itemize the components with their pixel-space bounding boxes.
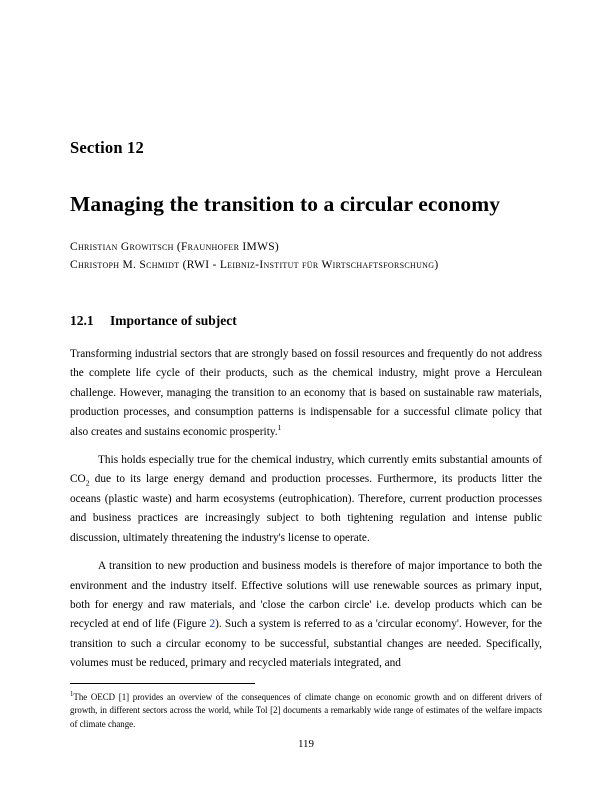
author-2: Christoph M. Schmidt (RWI - Leibniz-Institut für Wirtschaftsforschung) (70, 259, 439, 272)
page-number: 119 (297, 738, 315, 750)
author-1: Christian Growitsch (Fraunhofer IMWS) (70, 241, 280, 254)
paragraph-3 (70, 557, 542, 674)
paragraph-1 (70, 345, 542, 442)
footnote-divider (70, 683, 255, 684)
page-content (70, 138, 542, 732)
footnote-marker: 1 (70, 690, 74, 698)
paragraph-2-text-after: due to its large energy demand and production processes. Furthermore, its products litter the oceans (plastic waste) and harm ecosystems (eutrophication). Therefore, current production processes and business practices are increasingly subject to both tightening regulation and intense public discussion, ultimately threatening the industry's license to operate. (70, 473, 542, 544)
paragraph-3-text-before: A transition to new production and business models is therefore of major importance to both the environment and the industry itself. Effective solutions will use renewable sources as primary input, both for energy and raw materials, and 'close the carbon circle' i.e. develop products which can be recycled at end of life (Figure (70, 560, 542, 631)
page-title: Managing the transition to a circular economy (70, 192, 501, 216)
paragraph-1-text: Transforming industrial sectors that are strongly based on fossil resources and frequently do not address the complete life cycle of their products, such as the chemical industry, might prove a Herculean challenge. However, managing the transition to an economy that is based on sustainable raw materials, production processes, and consumption patterns is indispensable for a successful climate policy that also creates and sustains economic prosperity. (70, 347, 542, 438)
subsection-title: Importance of subject (110, 312, 237, 328)
subsection-heading (70, 313, 542, 329)
author-block (70, 239, 542, 275)
paragraph-2 (70, 451, 542, 548)
co2-subscript: 2 (85, 478, 90, 488)
subsection-number: 12.1 (70, 312, 94, 328)
footnote-1 (70, 691, 542, 732)
figure-reference-link[interactable]: 2 (209, 618, 216, 631)
footnote-reference-1[interactable]: 1 (277, 422, 282, 432)
footnote-text: The OECD [1] provides an overview of the consequences of climate change on economic growth and on different drivers of growth, in different sectors across the world, while Tol [2] documents a remarkably wide range of estimates of the welfare impacts of climate change. (70, 691, 542, 730)
paragraph-2-text-before: This holds especially true for the chemical industry, which currently emits substantial amounts of CO (70, 454, 542, 486)
paragraph-3-text-after: ). Such a system is referred to as a 'circular economy'. However, for the transition to such a circular economy to be successful, substantial changes are needed. Specifically, volumes must be reduced, primary and recycled materials integrated, and (70, 618, 542, 670)
section-label: Section 12 (70, 138, 144, 157)
